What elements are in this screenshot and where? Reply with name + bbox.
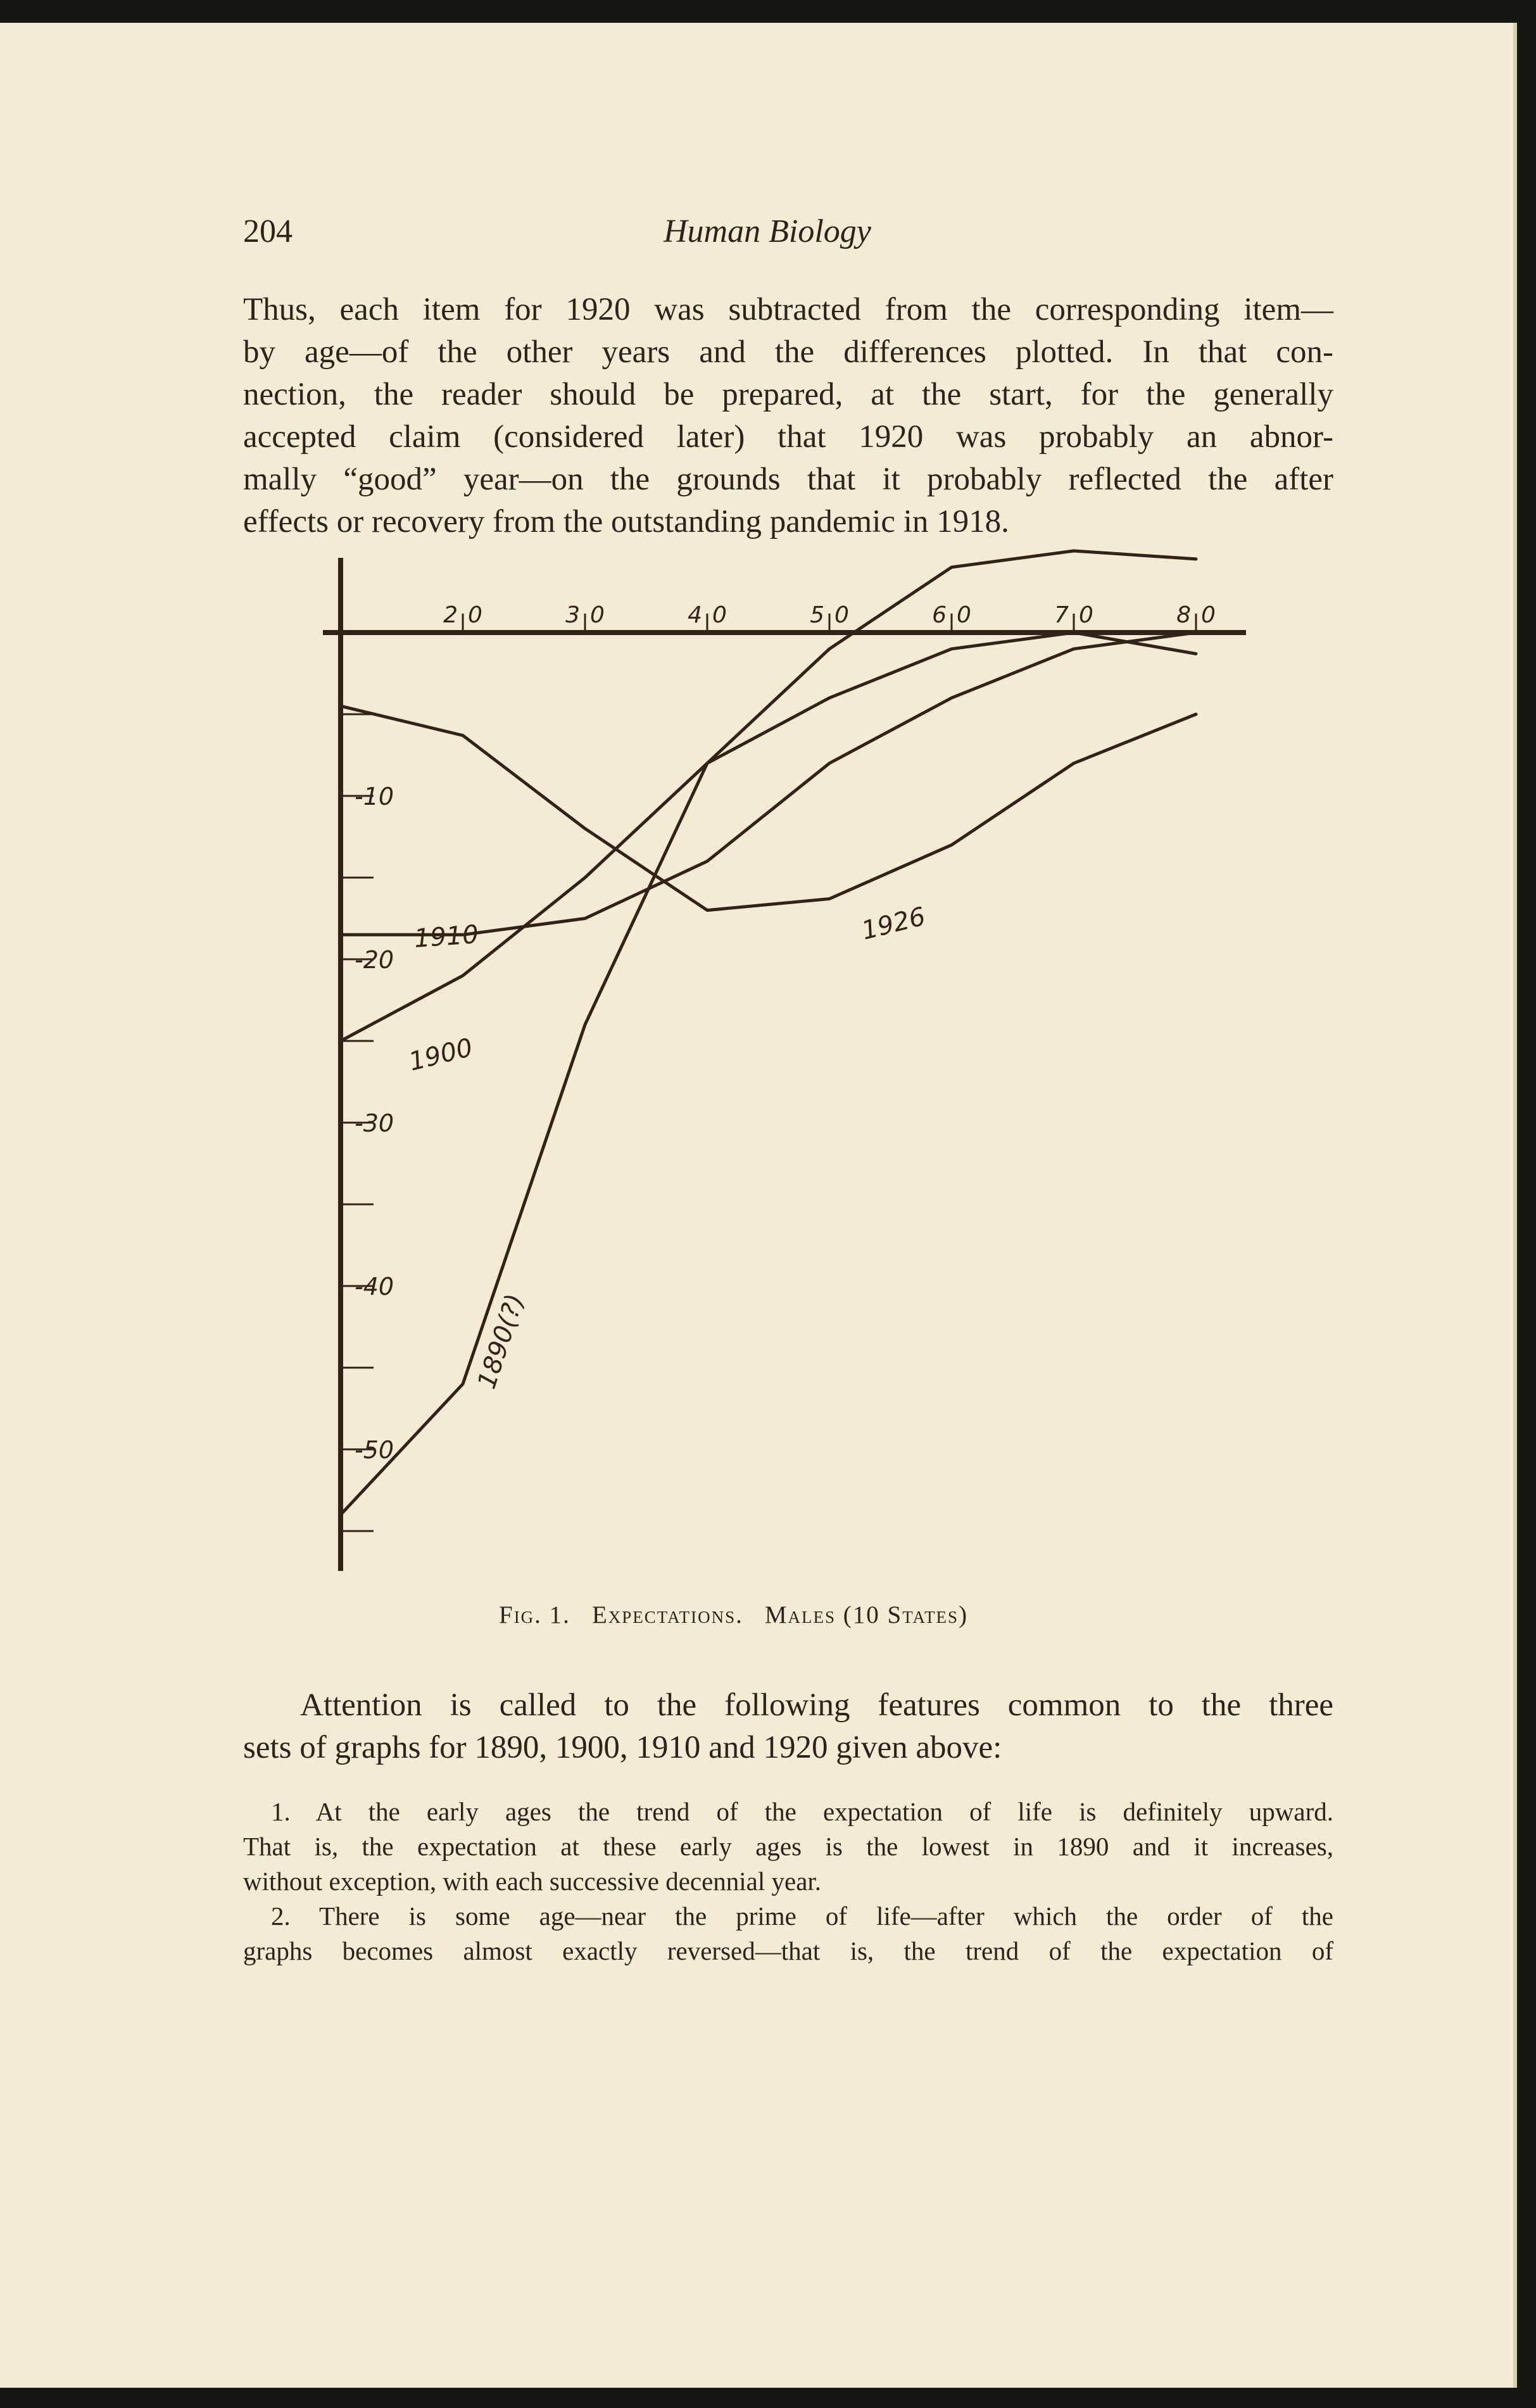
- list-line: graphs becomes almost exactly reversed—that is, the trend of the expectation of: [243, 1936, 1333, 1965]
- x-tick-label: 2: [443, 602, 458, 628]
- series-1900-line: [341, 633, 1196, 1041]
- series-1890-line: [341, 551, 1196, 1515]
- series-label: 1926: [859, 902, 929, 946]
- list-line: That is, the expectation at these early ages is the lowest in 1890 and it increases,: [243, 1832, 1333, 1861]
- x-tick-label: 0: [1079, 602, 1093, 628]
- x-tick-label: 0: [468, 602, 482, 628]
- series-1910-line: [341, 633, 1196, 935]
- running-title: Human Biology: [664, 213, 871, 249]
- body-line: mally “good” year—on the grounds that it probably reflected the after: [243, 462, 1333, 497]
- x-tick-label: 8: [1176, 602, 1191, 628]
- chart-series: [341, 551, 1196, 1515]
- caption-figure-number: Fig. 1.: [499, 1601, 570, 1629]
- x-tick-label: 0: [712, 602, 727, 628]
- x-tick-label: 0: [1201, 602, 1216, 628]
- caption-subtitle: Males (10 States): [764, 1601, 969, 1629]
- body-line: by age—of the other years and the differences plotted. In that con-: [243, 334, 1333, 370]
- book-page: [0, 23, 1517, 2388]
- figure-caption: [499, 1601, 968, 1629]
- list-line: 2. There is some age—near the prime of life—after which the order of the: [271, 1901, 1333, 1931]
- body-line: nection, the reader should be prepared, at the start, for the generally: [243, 377, 1333, 412]
- x-tick-label: 0: [834, 602, 849, 628]
- body-line: Thus, each item for 1920 was subtracted from the corresponding item—: [243, 292, 1333, 327]
- y-tick-label: -10: [355, 783, 394, 810]
- scan-border-bottom: [0, 2388, 1536, 2408]
- x-tick-label: 0: [957, 602, 971, 628]
- series-label: 1910: [413, 919, 480, 954]
- chart-ticks: [341, 614, 1196, 1531]
- body-line: Attention is called to the following features common to the three: [300, 1687, 1333, 1723]
- series-1926-line: [341, 706, 1196, 911]
- page-number: 204: [243, 213, 293, 249]
- series-label: 1900: [406, 1033, 476, 1077]
- y-tick-label: -40: [355, 1273, 394, 1301]
- list-line: 1. At the early ages the trend of the expectation of life is definitely upward.: [271, 1797, 1333, 1826]
- caption-title: Expectations.: [591, 1601, 743, 1629]
- x-tick-label: 6: [932, 602, 947, 628]
- list-line: without exception, with each successive decennial year.: [243, 1867, 822, 1896]
- x-tick-label: 4: [688, 602, 702, 628]
- chart-labels: [355, 602, 1216, 1464]
- expectations-chart: [0, 23, 1513, 1618]
- body-line: sets of graphs for 1890, 1900, 1910 and 1920 given above:: [243, 1730, 1002, 1765]
- series-label: 1890(?): [472, 1290, 531, 1393]
- x-tick-label: 5: [810, 602, 824, 628]
- x-tick-label: 3: [565, 602, 580, 628]
- scan-border-top: [0, 0, 1536, 23]
- y-tick-label: -50: [355, 1436, 394, 1464]
- y-tick-label: -20: [355, 946, 394, 974]
- x-tick-label: 7: [1054, 602, 1069, 628]
- y-tick-label: -30: [355, 1109, 394, 1137]
- body-line: effects or recovery from the outstanding pandemic in 1918.: [243, 504, 1009, 539]
- x-tick-label: 0: [590, 602, 605, 628]
- body-line: accepted claim (considered later) that 1920 was probably an abnor-: [243, 419, 1333, 455]
